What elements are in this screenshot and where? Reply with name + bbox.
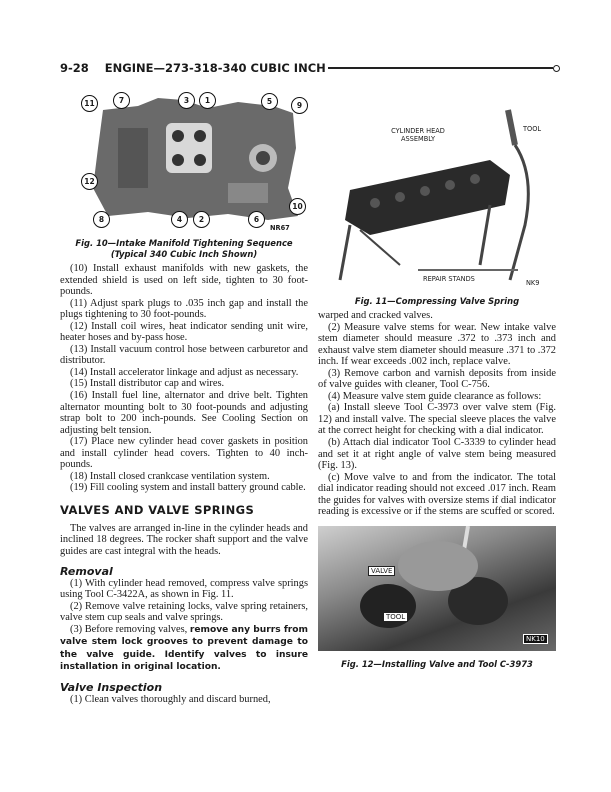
callout-10: 10 <box>289 198 306 215</box>
page-number: 9-28 <box>60 61 89 75</box>
step-paragraph: (17) Place new cylinder head cover gaskets in position and install cylinder head covers. Tighten to 40 inch-pounds. <box>60 436 308 471</box>
step-paragraph: (15) Install distributor cap and wires. <box>70 378 225 390</box>
step-paragraph <box>60 624 308 674</box>
step-paragraph: (14) Install accelerator linkage and adjust as necessary. <box>70 366 299 378</box>
intro-paragraph: The valves are arranged in-line in the cylinder heads and inclined 18 degrees. The rocker shaft support and the valve guides are cast integral with the heads. <box>60 522 308 558</box>
paragraph: (a) Install sleeve Tool C-3973 over valve stem (Fig. 12) and install valve. The special sleeve places the valve at the correct height for checking with a dial indicator. <box>318 402 556 437</box>
step-paragraph: (12) Install coil wires, heat indicator sending unit wire, heater hoses and by-pass hose. <box>60 320 308 344</box>
step-paragraph: (16) Install fuel line, alternator and drive belt. Tighten alternator mounting bolt to 30 foot-pounds and adjusting strap bolt to 200 inch-pounds. See Cooling Section on adjusting belt tension. <box>60 390 308 436</box>
figure-code: NK9 <box>526 279 540 287</box>
figure-10-caption <box>60 238 308 260</box>
right-column <box>318 105 556 673</box>
running-header <box>60 60 560 76</box>
callout-6: 6 <box>248 211 265 228</box>
valve-inspection-heading: Valve Inspection <box>60 680 163 694</box>
step-text: (3) Before removing valves, <box>70 623 190 635</box>
paragraph: (3) Remove carbon and varnish deposits from inside of valve guides with cleaner, Tool C-756. <box>318 367 556 391</box>
label-repair-stands: REPAIR STANDS <box>423 275 475 283</box>
paragraph: (c) Move valve to and from the indicator. The total dial indicator reading should not exceed .017 inch. Ream the guides for valves with oversize stems if dial indicator reading is excessive or if the stems are scuffed or scored. <box>318 471 556 518</box>
figure-code: NK10 <box>523 634 548 644</box>
step-paragraph: (18) Install closed crankcase ventilation system. <box>70 470 270 482</box>
label-tool: TOOL <box>383 612 408 622</box>
section-intro <box>60 523 308 558</box>
callout-1: 1 <box>199 92 216 109</box>
removal-steps <box>60 578 308 674</box>
callout-9: 9 <box>291 97 308 114</box>
header-title: ENGINE—273-318-340 CUBIC INCH <box>104 61 326 75</box>
caption-line: Fig. 10—Intake Manifold Tightening Sequence <box>75 238 293 248</box>
figure-12-photo <box>318 526 556 651</box>
figure-11-caption: Fig. 11—Compressing Valve Spring <box>354 296 520 306</box>
step-paragraph: (11) Adjust spark plugs to .035 inch gap and install the plugs tightening to 30 foot-pounds. <box>60 297 308 321</box>
callout-8: 8 <box>93 211 110 228</box>
figure-code: NR67 <box>270 224 290 232</box>
label-tool: TOOL <box>523 125 542 133</box>
right-column-text <box>318 310 556 518</box>
label-valve: VALVE <box>368 566 395 576</box>
figure-12-caption: Fig. 12—Installing Valve and Tool C-3973 <box>341 658 533 669</box>
label-cylinder-head-assembly: CYLINDER HEAD ASSEMBLY <box>391 127 445 143</box>
left-column <box>60 88 308 706</box>
paragraph: warped and cracked valves. <box>318 310 433 321</box>
step-paragraph: (2) Remove valve retaining locks, valve spring retainers, valve stem cup seals and valve springs. <box>60 600 308 624</box>
callout-5: 5 <box>261 93 278 110</box>
step-emphasis: remove any burrs from valve stem lock grooves to prevent damage to the valve guide. Identify valves to insure installation in original location. <box>60 624 308 673</box>
callout-7: 7 <box>113 92 130 109</box>
header-end-circle <box>553 65 560 72</box>
figure-11 <box>318 105 556 290</box>
valve-install-illustration <box>318 526 556 651</box>
header-rule <box>328 67 553 69</box>
paragraph: (2) Measure valve stems for wear. New intake valve stem diameter should measure .372 to .373 inch and exhaust valve stem diameter should measure .371 to .372 inch. If wear exceeds .002 inch, replace valve. <box>318 321 556 368</box>
inspection-steps <box>60 694 308 706</box>
caption-line: (Typical 340 Cubic Inch Shown) <box>110 249 258 259</box>
figure-10 <box>78 88 313 236</box>
callout-3: 3 <box>178 92 195 109</box>
paragraph: (4) Measure valve stem guide clearance as follows: <box>328 390 542 402</box>
section-heading: VALVES AND VALVE SPRINGS <box>60 502 255 517</box>
callout-4: 4 <box>171 211 188 228</box>
step-paragraph: (1) With cylinder head removed, compress valve springs using Tool C-3422A, as shown in Fig. 11. <box>60 577 308 601</box>
step-paragraph: (13) Install vacuum control hose between carburetor and distributor. <box>60 343 308 367</box>
callout-2: 2 <box>193 211 210 228</box>
step-paragraph: (19) Fill cooling system and install battery ground cable. <box>70 482 306 494</box>
step-paragraph: (10) Install exhaust manifolds with new gaskets, the extended shield is used on left side, tighten to 30 foot-pounds. <box>60 263 308 298</box>
step-paragraph: (1) Clean valves thoroughly and discard burned, <box>70 693 271 705</box>
callout-11: 11 <box>81 95 98 112</box>
callout-12: 12 <box>81 173 98 190</box>
left-column-steps <box>60 263 308 494</box>
removal-heading: Removal <box>60 564 113 578</box>
paragraph: (b) Attach dial indicator Tool C-3339 to cylinder head and set it at right angle of valve stem being measured (Fig. 13). <box>318 437 556 472</box>
